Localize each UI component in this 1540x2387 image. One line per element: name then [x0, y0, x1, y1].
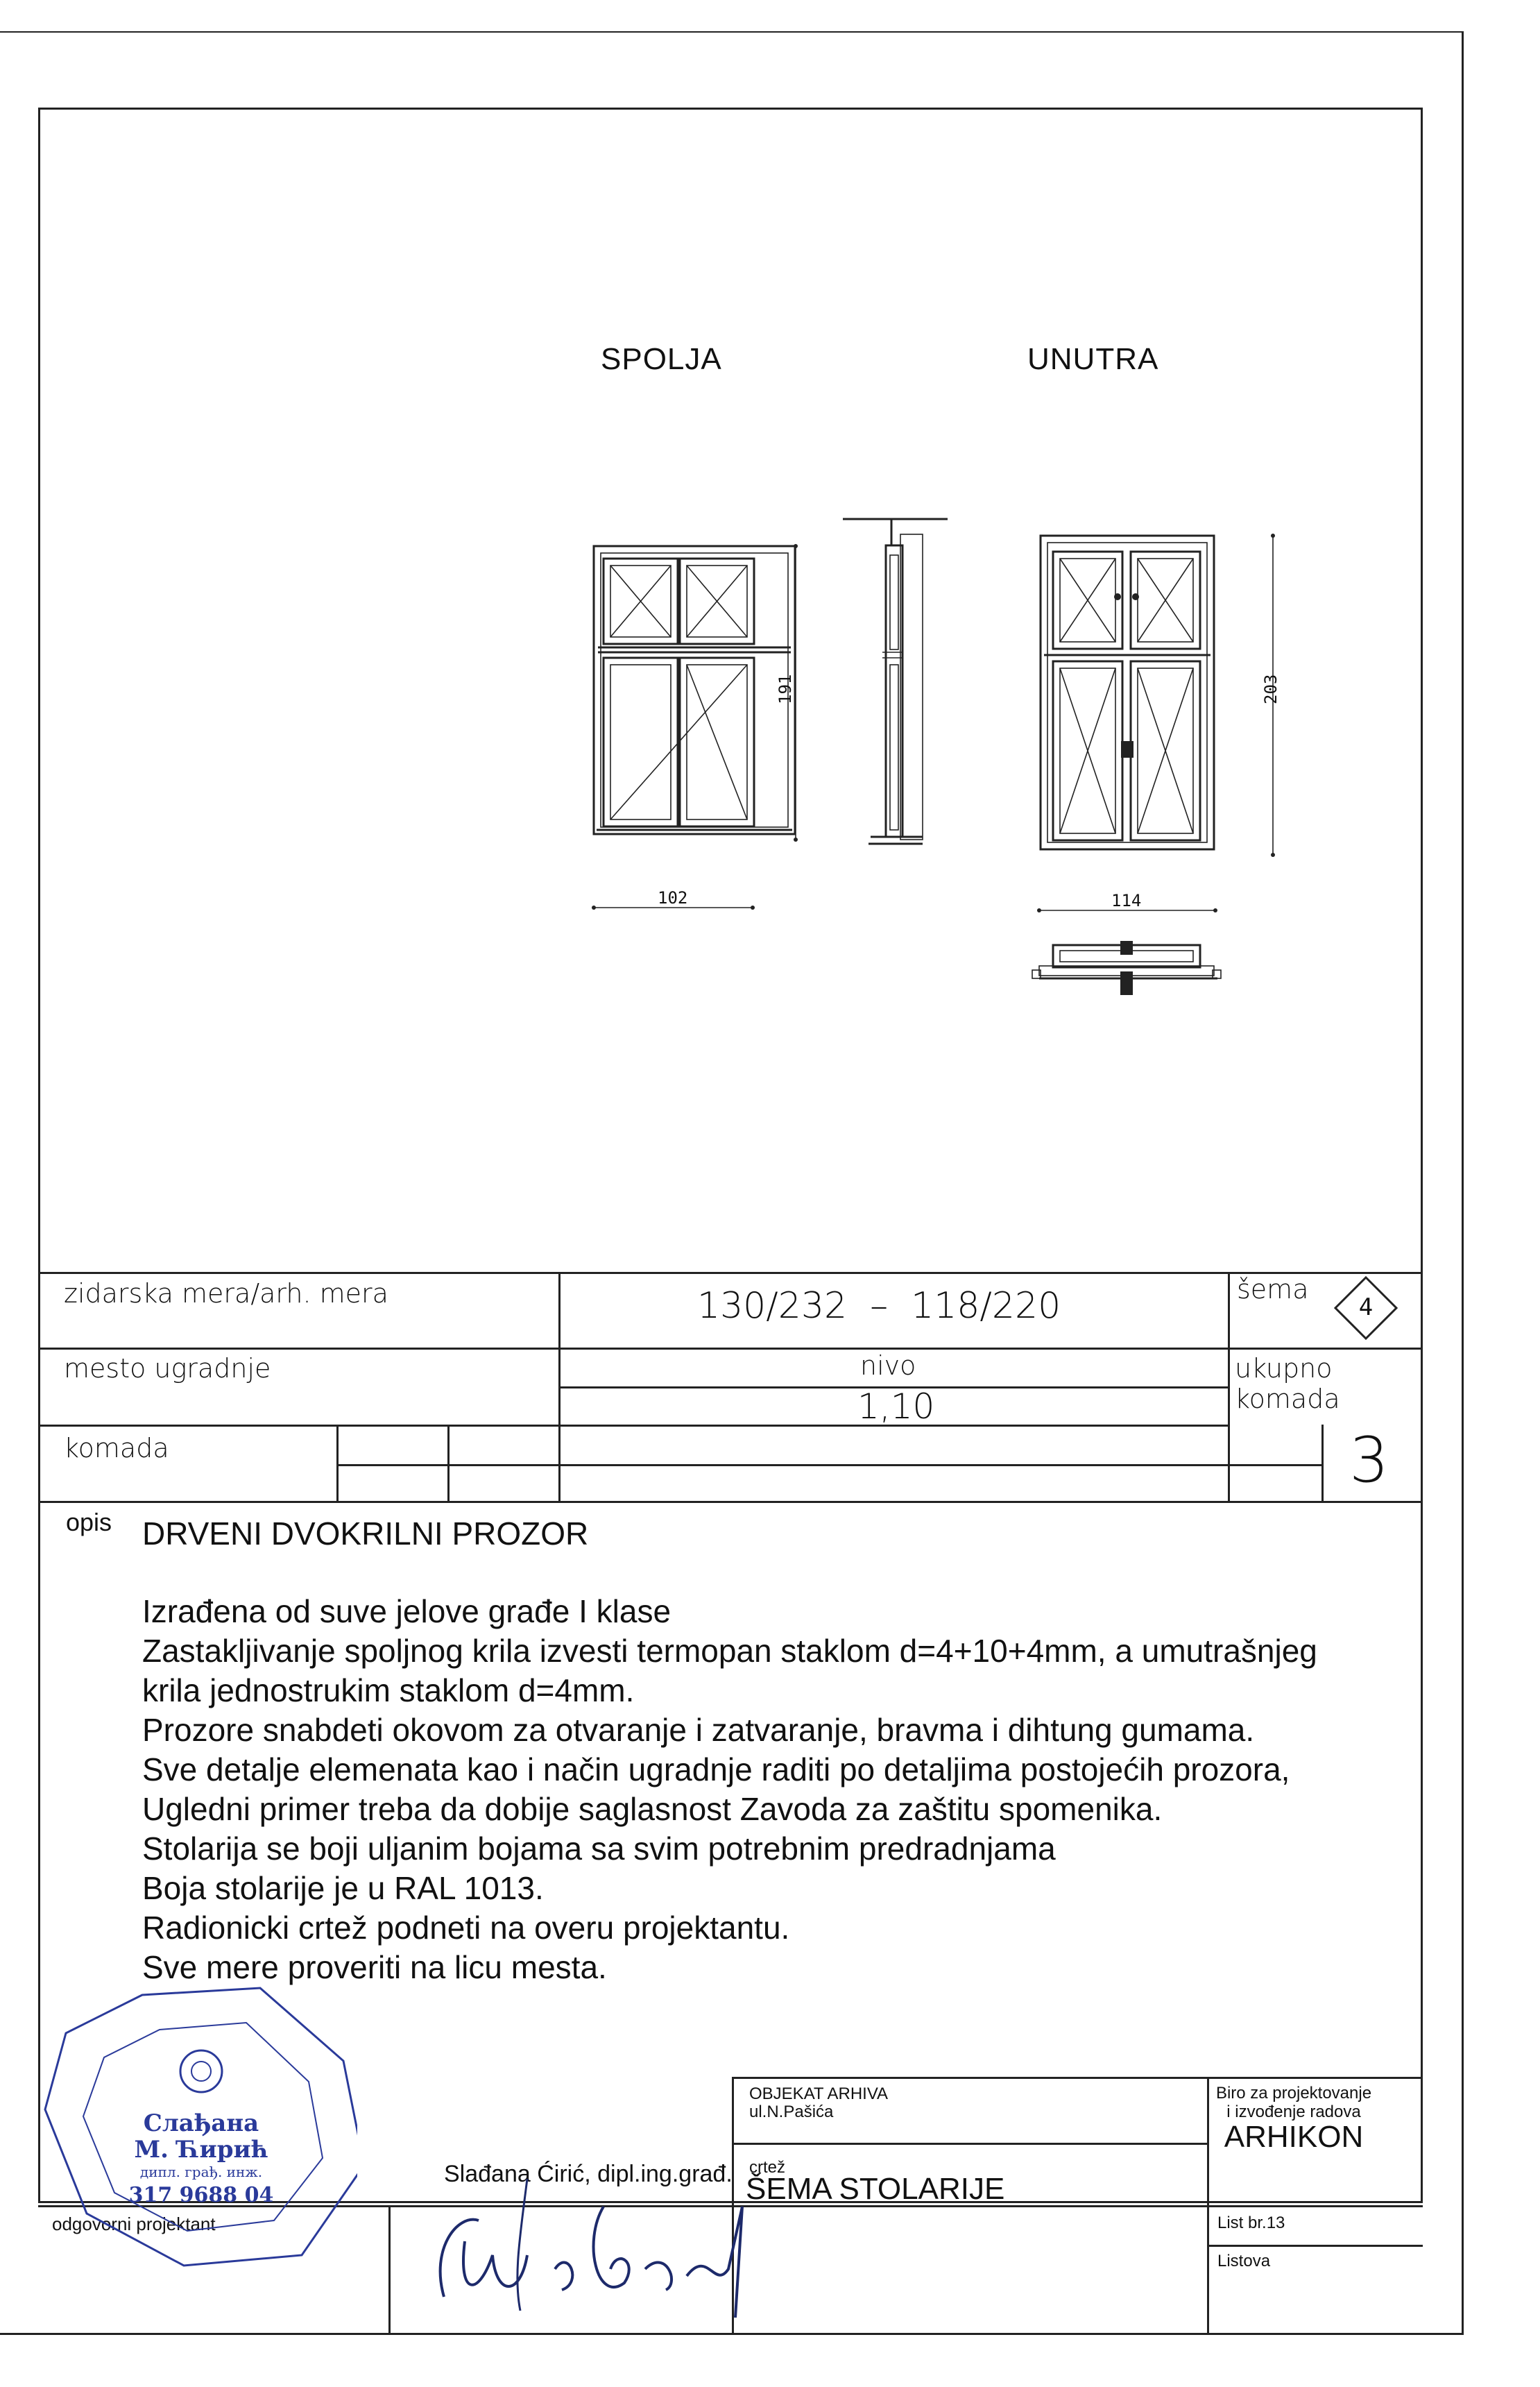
outside-elevation: [594, 546, 795, 834]
stamp-name1: Слађана: [143, 2109, 259, 2137]
biro-line1: Biro za projektovanje: [1215, 2084, 1372, 2103]
nivo-label: nivo: [860, 1350, 916, 1381]
crtez-value: ŠEMA STOLARIJE: [746, 2172, 1005, 2206]
stamp-number: 317 9688 04: [128, 2183, 274, 2207]
listova: Listova: [1217, 2252, 1271, 2270]
section-view: [843, 519, 948, 844]
engineer-stamp: [38, 1985, 357, 2269]
object-address: ul.N.Pašića: [749, 2103, 834, 2121]
label-outside: SPOLJA: [601, 342, 722, 376]
list-number: List br.13: [1217, 2214, 1285, 2232]
opis-line: krila jednostrukim staklom d=4mm.: [142, 1672, 635, 1708]
ukupno-komada-label: ukupno komada: [1235, 1353, 1340, 1414]
dim-outside-width: 102: [658, 888, 688, 908]
total-count: 3: [1349, 1424, 1389, 1497]
dim-inside-width: 114: [1111, 891, 1142, 910]
object-label: OBJEKAT ARHIVA: [749, 2084, 889, 2103]
dim-outside-height: 191: [776, 674, 795, 704]
mesto-ugradnje-label: mesto ugradnje: [64, 1353, 271, 1384]
opis-line: Izrađena od suve jelove građe I klase: [142, 1593, 671, 1629]
zidarska-mera-value: 130/232 – 118/220: [697, 1285, 1061, 1327]
inside-elevation: [1041, 536, 1214, 849]
crtez-label: crtež: [749, 2158, 786, 2177]
zidarska-mera-label: zidarska mera/arh. mera: [64, 1278, 388, 1309]
biro-name: ARHIKON: [1224, 2120, 1364, 2154]
label-inside: UNUTRA: [1027, 342, 1159, 376]
opis-line: Sve detalje elemenata kao i način ugradnje raditi po detaljima postojećih prozora,: [142, 1751, 1290, 1787]
signature: [416, 2165, 777, 2318]
opis-line: Prozore snabdeti okovom za otvaranje i zatvaranje, bravma i dihtung gumama.: [142, 1712, 1255, 1748]
sema-number: 4: [1358, 1293, 1374, 1321]
opis-line: Sve mere proveriti na licu mesta.: [142, 1949, 607, 1985]
komada-label: komada: [64, 1433, 169, 1463]
opis-line: Zastakljivanje spoljnog krila izvesti termopan staklom d=4+10+4mm, a umutrašnjeg: [142, 1633, 1317, 1669]
stamp-name2: М. Ћирић: [134, 2136, 268, 2164]
opis-line: Stolarija se boji uljanim bojama sa svim potrebnim predradnjama: [142, 1830, 1056, 1867]
sema-label: šema: [1237, 1274, 1309, 1305]
opis-line: Ugledni primer treba da dobije saglasnost Zavoda za zaštitu spomenika.: [142, 1791, 1163, 1827]
opis-label: opis: [66, 1508, 112, 1536]
stamp-title: дипл. грађ. инж.: [139, 2164, 263, 2180]
designer-role: odgovorni projektant: [52, 2214, 216, 2234]
nivo-value: 1,10: [857, 1386, 935, 1427]
opis-line: Radionicki crtež podneti na overu projektantu.: [142, 1910, 790, 1946]
opis-title: DRVENI DVOKRILNI PROZOR: [142, 1515, 589, 1552]
opis-line: Boja stolarije je u RAL 1013.: [142, 1870, 544, 1906]
window-drawing: [0, 0, 1540, 1110]
opis-lines: [142, 1592, 1317, 1987]
dim-inside-height: 203: [1261, 674, 1281, 704]
designer-name: Slađana Ćirić, dipl.ing.građ.: [444, 2161, 733, 2187]
plan-section: [1032, 941, 1221, 995]
sema-diamond: [1333, 1275, 1398, 1341]
biro-line2: i izvođenje radova: [1226, 2103, 1361, 2121]
